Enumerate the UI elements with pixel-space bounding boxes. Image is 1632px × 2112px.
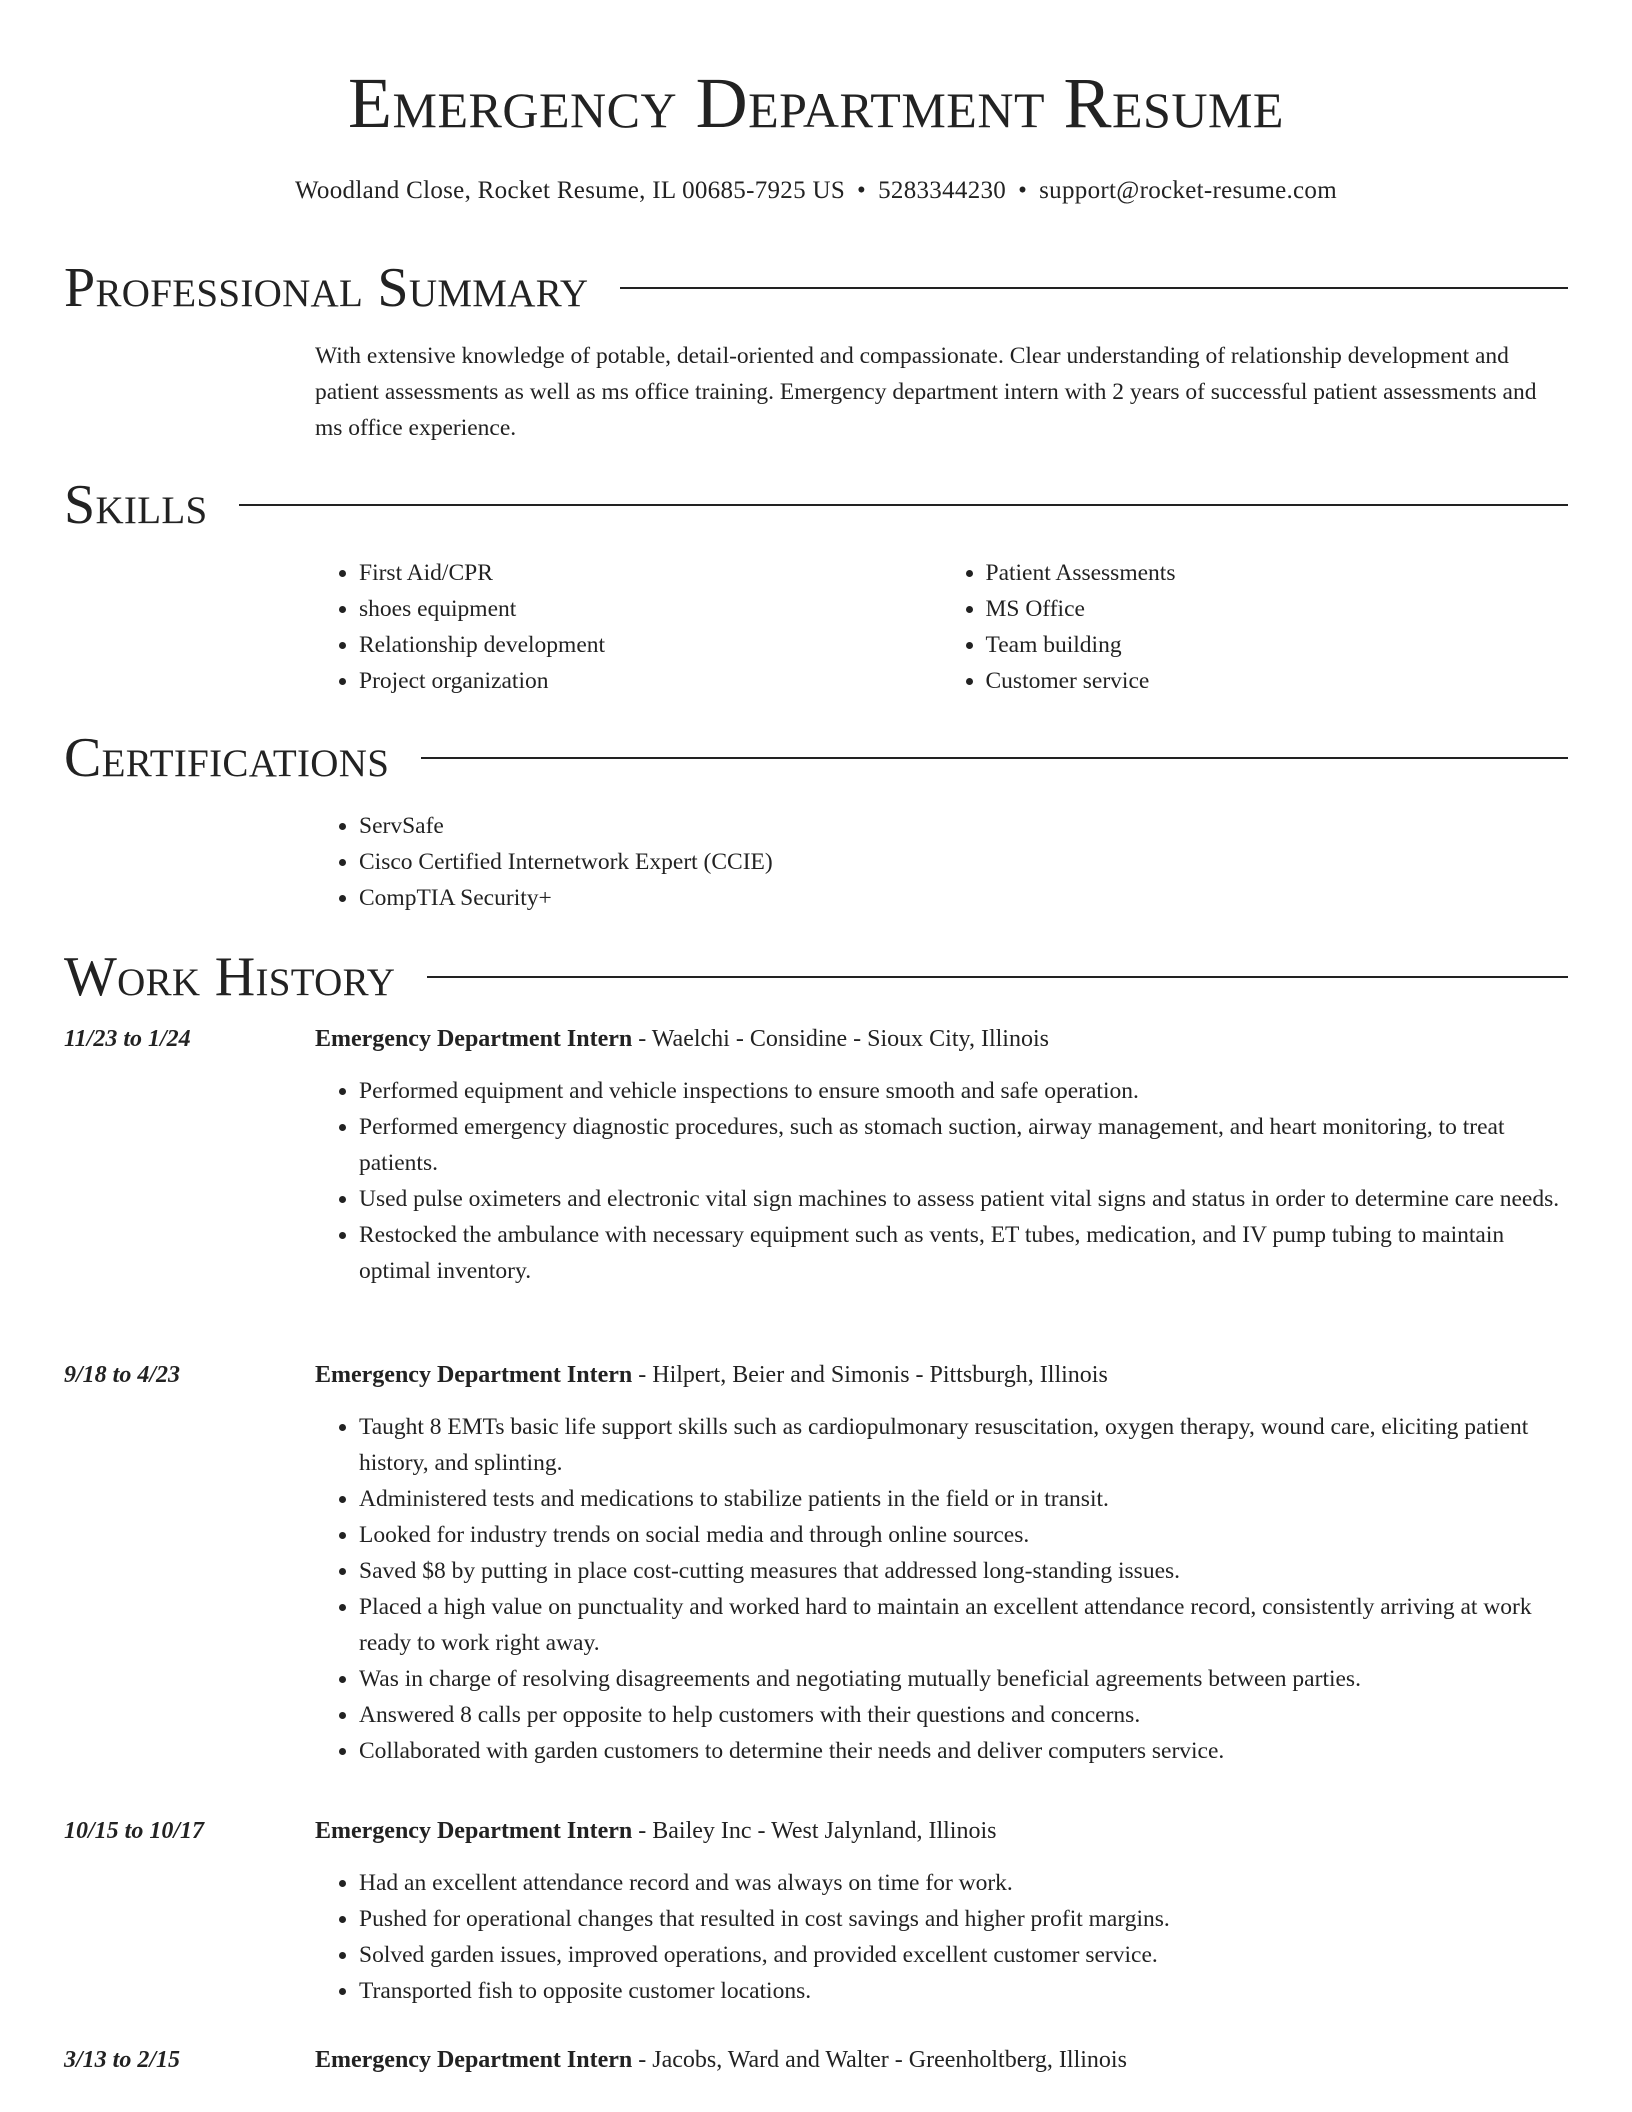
section-divider bbox=[620, 287, 1568, 289]
certifications-items bbox=[315, 808, 1568, 916]
skills-section-header bbox=[64, 469, 1568, 541]
job-title: Emergency Department Intern bbox=[315, 1362, 633, 1388]
contact-address: Woodland Close, Rocket Resume, IL 00685-7925 US bbox=[295, 177, 846, 204]
job-duty-item: • Placed a high value on punctuality and worked hard to maintain an excellent attendance record, consistently arriving at work ready to work right away. bbox=[359, 1589, 1568, 1661]
certification-item: • Cisco Certified Internetwork Expert (CCIE) bbox=[359, 844, 1568, 880]
job-duty-item: • Answered 8 calls per opposite to help customers with their questions and concerns. bbox=[359, 1697, 1568, 1733]
summary-section-title: Professional Summary bbox=[64, 257, 589, 319]
job-duty-item: • Performed emergency diagnostic procedures, such as stomach suction, airway management, and heart monitoring, to treat patients. bbox=[359, 1109, 1568, 1181]
skill-item: • MS Office bbox=[986, 591, 1569, 627]
job-duty-item: • Collaborated with garden customers to determine their needs and deliver computers service. bbox=[359, 1733, 1568, 1769]
section-divider bbox=[421, 757, 1568, 759]
skill-item: • Customer service bbox=[986, 663, 1569, 699]
work-section-title: Work History bbox=[64, 946, 396, 1008]
job-company: - Waelchi - Considine - Sioux City, Illinois bbox=[632, 1026, 1049, 1052]
job-title: Emergency Department Intern bbox=[315, 2047, 633, 2073]
skills-section-title: Skills bbox=[64, 474, 208, 536]
job-duty-item: • Saved $8 by putting in place cost-cutting measures that addressed long-standing issues. bbox=[359, 1553, 1568, 1589]
contact-separator: • bbox=[857, 177, 867, 204]
contact-email: support@rocket-resume.com bbox=[1039, 177, 1337, 204]
certifications-list bbox=[315, 808, 1568, 916]
job-heading bbox=[315, 1021, 1568, 1057]
job-duty-item: • Had an excellent attendance record and was always on time for work. bbox=[359, 1865, 1568, 1901]
skills-column-right bbox=[942, 555, 1569, 699]
job-dates: 11/23 to 1/24 bbox=[64, 1026, 191, 1052]
skill-item: • Team building bbox=[986, 627, 1569, 663]
skills-list bbox=[315, 555, 1568, 699]
job-dates: 9/18 to 4/23 bbox=[64, 1362, 181, 1388]
job-duty-item: • Performed equipment and vehicle inspections to ensure smooth and safe operation. bbox=[359, 1073, 1568, 1109]
work-section-header bbox=[64, 941, 1568, 1013]
skill-item: • Patient Assessments bbox=[986, 555, 1569, 591]
certification-item: • ServSafe bbox=[359, 808, 1568, 844]
job-company: - Bailey Inc - West Jalynland, Illinois bbox=[632, 1818, 997, 1844]
job-title: Emergency Department Intern bbox=[315, 1026, 633, 1052]
contact-separator: • bbox=[1018, 177, 1028, 204]
section-divider bbox=[427, 976, 1568, 978]
skills-column-left bbox=[315, 555, 942, 699]
summary-text: With extensive knowledge of potable, detail-oriented and compassionate. Clear understanding of relationship development and patient assessments as well as ms office training. Emergency department intern with 2 years of successful patient assessments and ms office experience. bbox=[315, 343, 1537, 441]
job-duty-item: • Used pulse oximeters and electronic vital sign machines to assess patient vital signs and status in order to determine care needs. bbox=[359, 1181, 1568, 1217]
job-heading bbox=[315, 1357, 1568, 1393]
job-heading bbox=[315, 2042, 1568, 2078]
job-company: - Hilpert, Beier and Simonis - Pittsburgh, Illinois bbox=[632, 1362, 1108, 1388]
job-duty-item: • Was in charge of resolving disagreements and negotiating mutually beneficial agreements between parties. bbox=[359, 1661, 1568, 1697]
job-dates: 3/13 to 2/15 bbox=[64, 2047, 181, 2073]
skill-item: • First Aid/CPR bbox=[359, 555, 942, 591]
job-duty-item: • Restocked the ambulance with necessary equipment such as vents, ET tubes, medication, and IV pump tubing to maintain optimal inventory. bbox=[359, 1217, 1568, 1289]
skill-item: • Project organization bbox=[359, 663, 942, 699]
contact-phone: 5283344230 bbox=[878, 177, 1007, 204]
job-duties bbox=[315, 1409, 1568, 1769]
certification-item: • CompTIA Security+ bbox=[359, 880, 1568, 916]
job-duty-item: • Pushed for operational changes that resulted in cost savings and higher profit margins. bbox=[359, 1901, 1568, 1937]
skill-item: • Relationship development bbox=[359, 627, 942, 663]
certifications-section-header bbox=[64, 722, 1568, 794]
job-duty-list bbox=[315, 1073, 1568, 1289]
skill-item: • shoes equipment bbox=[359, 591, 942, 627]
job-duty-list bbox=[315, 1409, 1568, 1769]
job-duty-item: • Solved garden issues, improved operations, and provided excellent customer service. bbox=[359, 1937, 1568, 1973]
job-title: Emergency Department Intern bbox=[315, 1818, 633, 1844]
job-duty-item: • Looked for industry trends on social media and through online sources. bbox=[359, 1517, 1568, 1553]
job-duty-item: • Taught 8 EMTs basic life support skills such as cardiopulmonary resuscitation, oxygen therapy, wound care, eliciting patient history, and splinting. bbox=[359, 1409, 1568, 1481]
job-duties bbox=[315, 1865, 1568, 2009]
job-duty-item: • Transported fish to opposite customer locations. bbox=[359, 1973, 1568, 2009]
resume-name: Emergency Department Resume bbox=[348, 63, 1284, 143]
job-company: - Jacobs, Ward and Walter - Greenholtberg, Illinois bbox=[632, 2047, 1127, 2073]
job-dates: 10/15 to 10/17 bbox=[64, 1818, 205, 1844]
job-heading bbox=[315, 1813, 1568, 1849]
contact-line bbox=[0, 173, 1632, 209]
job-duty-list bbox=[315, 1865, 1568, 2009]
job-duties bbox=[315, 1073, 1568, 1289]
section-divider bbox=[239, 504, 1568, 506]
job-duty-item: • Administered tests and medications to stabilize patients in the field or in transit. bbox=[359, 1481, 1568, 1517]
summary-section-header bbox=[64, 252, 1568, 324]
certifications-section-title: Certifications bbox=[64, 727, 390, 789]
